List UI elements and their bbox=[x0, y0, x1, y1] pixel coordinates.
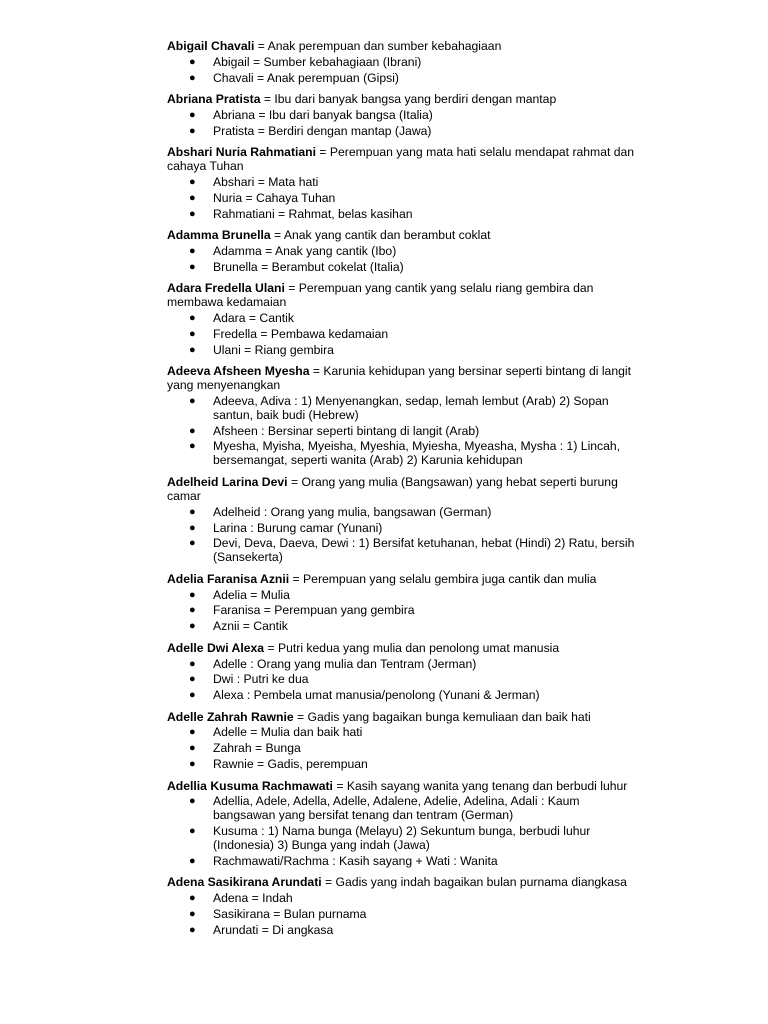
entry-breakdown-list bbox=[167, 244, 637, 274]
list-item-text: Nuria = Cahaya Tuhan bbox=[213, 190, 336, 205]
entry-meaning: Perempuan yang selalu gembira juga cantik dan mulia bbox=[303, 571, 597, 586]
list-item-text: Fredella = Pembawa kedamaian bbox=[213, 326, 389, 341]
list-item bbox=[167, 907, 637, 921]
bullet-icon: ● bbox=[189, 742, 196, 755]
list-item bbox=[167, 260, 637, 274]
entry-name: Adena Sasikirana Arundati bbox=[167, 875, 322, 890]
equals-sign: = bbox=[321, 875, 336, 890]
name-entry bbox=[167, 572, 637, 633]
list-item bbox=[167, 603, 637, 617]
entry-breakdown-list bbox=[167, 394, 637, 468]
bullet-icon: ● bbox=[189, 191, 196, 204]
list-item-text: Arundati = Di angkasa bbox=[213, 922, 334, 937]
entry-breakdown-list bbox=[167, 725, 637, 771]
list-item bbox=[167, 757, 637, 771]
equals-sign: = bbox=[293, 709, 308, 724]
list-item bbox=[167, 424, 637, 438]
list-item-text: Dwi : Putri ke dua bbox=[213, 672, 309, 687]
equals-sign: = bbox=[284, 281, 299, 296]
bullet-icon: ● bbox=[189, 260, 196, 273]
bullet-icon: ● bbox=[189, 207, 196, 220]
name-entry bbox=[167, 875, 637, 936]
entry-name: Adamma Brunella bbox=[167, 228, 271, 243]
list-item-text: Abshari = Mata hati bbox=[213, 174, 319, 189]
equals-sign: = bbox=[289, 571, 304, 586]
bullet-icon: ● bbox=[189, 604, 196, 617]
list-item bbox=[167, 619, 637, 633]
entry-breakdown-list bbox=[167, 175, 637, 221]
list-item bbox=[167, 311, 637, 325]
list-item-text: Adena = Indah bbox=[213, 891, 293, 906]
list-item bbox=[167, 439, 637, 467]
entry-name: Adeeva Afsheen Myesha bbox=[167, 364, 310, 379]
name-entry bbox=[167, 92, 637, 138]
list-item bbox=[167, 672, 637, 686]
entry-breakdown-list bbox=[167, 505, 637, 565]
entry-heading bbox=[167, 92, 637, 106]
entry-breakdown-list bbox=[167, 794, 637, 868]
entry-meaning: Kasih sayang wanita yang tenang dan berbudi luhur bbox=[346, 778, 628, 793]
list-item-text: Sasikirana = Bulan purnama bbox=[213, 907, 367, 921]
entry-meaning: Gadis yang indah bagaikan bulan purnama diangkasa bbox=[335, 875, 627, 890]
list-item bbox=[167, 327, 637, 341]
name-entry bbox=[167, 475, 637, 564]
equals-sign: = bbox=[309, 364, 324, 379]
list-item-text: Rahmatiani = Rahmat, belas kasihan bbox=[213, 206, 413, 221]
list-item bbox=[167, 588, 637, 602]
entry-heading bbox=[167, 710, 637, 724]
entry-name: Adelle Zahrah Rawnie bbox=[167, 709, 294, 724]
list-item-text: Abriana = Ibu dari banyak bangsa (Italia) bbox=[213, 107, 433, 122]
bullet-icon: ● bbox=[189, 521, 196, 534]
entry-name: Adara Fredella Ulani bbox=[167, 281, 285, 296]
bullet-icon: ● bbox=[189, 726, 196, 739]
entry-name: Adelheid Larina Devi bbox=[167, 474, 288, 489]
entry-name: Abigail Chavali bbox=[167, 39, 255, 53]
name-entry bbox=[167, 364, 637, 467]
list-item bbox=[167, 207, 637, 221]
entry-heading bbox=[167, 641, 637, 655]
list-item bbox=[167, 688, 637, 702]
list-item bbox=[167, 191, 637, 205]
list-item bbox=[167, 175, 637, 189]
entry-meaning: Perempuan yang mata hati selalu mendapat rahmat dan cahaya Tuhan bbox=[167, 145, 635, 174]
list-item bbox=[167, 725, 637, 739]
name-entry bbox=[167, 779, 637, 868]
list-item-text: Rawnie = Gadis, perempuan bbox=[213, 757, 368, 772]
bullet-icon: ● bbox=[189, 124, 196, 137]
list-item bbox=[167, 124, 637, 138]
name-entry bbox=[167, 641, 637, 702]
bullet-icon: ● bbox=[189, 689, 196, 702]
name-entry bbox=[167, 228, 637, 274]
entry-meaning: Ibu dari banyak bangsa yang berdiri dengan mantap bbox=[274, 92, 557, 107]
bullet-icon: ● bbox=[189, 394, 196, 407]
entry-breakdown-list bbox=[167, 588, 637, 634]
bullet-icon: ● bbox=[189, 108, 196, 121]
list-item bbox=[167, 244, 637, 258]
list-item bbox=[167, 71, 637, 85]
entry-heading bbox=[167, 364, 637, 392]
entry-meaning: Gadis yang bagaikan bunga kemuliaan dan baik hati bbox=[307, 709, 591, 724]
list-item bbox=[167, 854, 637, 868]
equals-sign: = bbox=[332, 778, 347, 793]
name-entry bbox=[167, 145, 637, 220]
bullet-icon: ● bbox=[189, 71, 196, 84]
list-item-text: Afsheen : Bersinar seperti bintang di langit (Arab) bbox=[213, 423, 480, 438]
list-item-text: Faranisa = Perempuan yang gembira bbox=[213, 603, 415, 618]
list-item-text: Chavali = Anak perempuan (Gipsi) bbox=[213, 70, 399, 85]
entry-heading bbox=[167, 228, 637, 242]
entry-meaning: Putri kedua yang mulia dan penolong umat manusia bbox=[277, 640, 560, 655]
equals-sign: = bbox=[270, 228, 284, 243]
entry-heading bbox=[167, 779, 637, 793]
entry-heading bbox=[167, 875, 637, 889]
bullet-icon: ● bbox=[189, 795, 196, 808]
list-item bbox=[167, 923, 637, 937]
bullet-icon: ● bbox=[189, 244, 196, 257]
name-entry bbox=[167, 710, 637, 771]
list-item bbox=[167, 794, 637, 822]
list-item bbox=[167, 741, 637, 755]
list-item bbox=[167, 536, 637, 564]
list-item-text: Adamma = Anak yang cantik (Ibo) bbox=[213, 243, 397, 258]
document-page bbox=[0, 39, 768, 944]
bullet-icon: ● bbox=[189, 854, 196, 867]
entry-breakdown-list bbox=[167, 891, 637, 937]
bullet-icon: ● bbox=[189, 440, 196, 453]
entry-name: Abriana Pratista bbox=[167, 92, 261, 107]
bullet-icon: ● bbox=[189, 758, 196, 771]
list-item bbox=[167, 824, 637, 852]
bullet-icon: ● bbox=[189, 673, 196, 686]
entry-meaning: Perempuan yang cantik yang selalu riang gembira dan membawa kedamaian bbox=[167, 281, 594, 310]
entry-breakdown-list bbox=[167, 311, 637, 357]
entry-name: Adelle Dwi Alexa bbox=[167, 640, 265, 655]
bullet-icon: ● bbox=[189, 424, 196, 437]
entry-heading bbox=[167, 281, 637, 309]
bullet-icon: ● bbox=[189, 908, 196, 920]
equals-sign: = bbox=[316, 145, 330, 160]
name-entry bbox=[167, 39, 637, 85]
list-item-text: Abigail = Sumber kebahagiaan (Ibrani) bbox=[213, 54, 422, 69]
entry-name: Abshari Nuria Rahmatiani bbox=[167, 145, 316, 160]
equals-sign: = bbox=[254, 39, 268, 53]
list-item bbox=[167, 108, 637, 122]
name-entry bbox=[167, 281, 637, 356]
bullet-icon: ● bbox=[189, 327, 196, 340]
bullet-icon: ● bbox=[189, 825, 196, 838]
bullet-icon: ● bbox=[189, 657, 196, 670]
entry-breakdown-list bbox=[167, 55, 637, 85]
list-item bbox=[167, 521, 637, 535]
entry-breakdown-list bbox=[167, 657, 637, 703]
list-item-text: Alexa : Pembela umat manusia/penolong (Yunani & Jerman) bbox=[213, 688, 540, 703]
bullet-icon: ● bbox=[189, 923, 196, 936]
equals-sign: = bbox=[260, 92, 275, 107]
entry-name: Adelia Faranisa Aznii bbox=[167, 571, 290, 586]
list-item bbox=[167, 505, 637, 519]
bullet-icon: ● bbox=[189, 311, 196, 324]
list-item-text: Devi, Deva, Daeva, Dewi : 1) Bersifat ketuhanan, hebat (Hindi) 2) Ratu, bersih (Sansekerta) bbox=[213, 536, 635, 565]
list-item bbox=[167, 657, 637, 671]
list-item-text: Adelle : Orang yang mulia dan Tentram (Jerman) bbox=[213, 656, 477, 671]
entry-meaning: Anak perempuan dan sumber kebahagiaan bbox=[267, 39, 502, 53]
bullet-icon: ● bbox=[189, 537, 196, 550]
list-item-text: Aznii = Cantik bbox=[213, 619, 288, 634]
list-item-text: Rachmawati/Rachma : Kasih sayang + Wati : Wanita bbox=[213, 853, 498, 868]
list-item-text: Zahrah = Bunga bbox=[213, 741, 301, 756]
list-item-text: Myesha, Myisha, Myeisha, Myeshia, Myiesha, Myeasha, Mysha : 1) Lincah, bersemangat, seperti wanita (Arab) 2) Karunia kehidupan bbox=[213, 439, 621, 468]
entry-heading bbox=[167, 145, 637, 173]
entry-name: Adellia Kusuma Rachmawati bbox=[167, 778, 333, 793]
entry-heading bbox=[167, 475, 637, 503]
bullet-icon: ● bbox=[189, 55, 196, 68]
list-item-text: Adelle = Mulia dan baik hati bbox=[213, 725, 363, 740]
list-item-text: Ulani = Riang gembira bbox=[213, 342, 334, 357]
equals-sign: = bbox=[264, 640, 278, 655]
entry-heading bbox=[167, 572, 637, 586]
entry-meaning: Orang yang mulia (Bangsawan) yang hebat seperti burung camar bbox=[167, 474, 618, 503]
list-item-text: Pratista = Berdiri dengan mantap (Jawa) bbox=[213, 123, 432, 138]
list-item-text: Kusuma : 1) Nama bunga (Melayu) 2) Sekuntum bunga, berbudi luhur (Indonesia) 3) Bunga yang indah (Jawa) bbox=[213, 824, 591, 853]
bullet-icon: ● bbox=[189, 175, 196, 188]
list-item-text: Adelheid : Orang yang mulia, bangsawan (German) bbox=[213, 504, 492, 519]
list-item-text: Larina : Burung camar (Yunani) bbox=[213, 520, 383, 535]
entry-meaning: Karunia kehidupan yang bersinar seperti bintang di langit yang menyenangkan bbox=[167, 364, 631, 393]
bullet-icon: ● bbox=[189, 505, 196, 518]
entry-meaning: Anak yang cantik dan berambut coklat bbox=[283, 228, 491, 243]
bullet-icon: ● bbox=[189, 892, 196, 905]
entry-breakdown-list bbox=[167, 108, 637, 138]
bullet-icon: ● bbox=[189, 588, 196, 601]
list-item-text: Adellia, Adele, Adella, Adelle, Adalene, Adelie, Adelina, Adali : Kaum bangsawan yang bersifat tenang dan tentram (German) bbox=[213, 794, 580, 823]
list-item-text: Adelia = Mulia bbox=[213, 587, 290, 602]
list-item bbox=[167, 891, 637, 905]
list-item bbox=[167, 394, 637, 422]
list-item-text: Adara = Cantik bbox=[213, 310, 294, 325]
bullet-icon: ● bbox=[189, 620, 196, 633]
equals-sign: = bbox=[287, 474, 302, 489]
list-item bbox=[167, 343, 637, 357]
bullet-icon: ● bbox=[189, 343, 196, 356]
list-item-text: Brunella = Berambut cokelat (Italia) bbox=[213, 259, 404, 274]
list-item-text: Adeeva, Adiva : 1) Menyenangkan, sedap, lemah lembut (Arab) 2) Sopan santun, baik budi (Hebrew) bbox=[213, 393, 609, 422]
entry-heading bbox=[167, 39, 637, 53]
list-item bbox=[167, 55, 637, 69]
